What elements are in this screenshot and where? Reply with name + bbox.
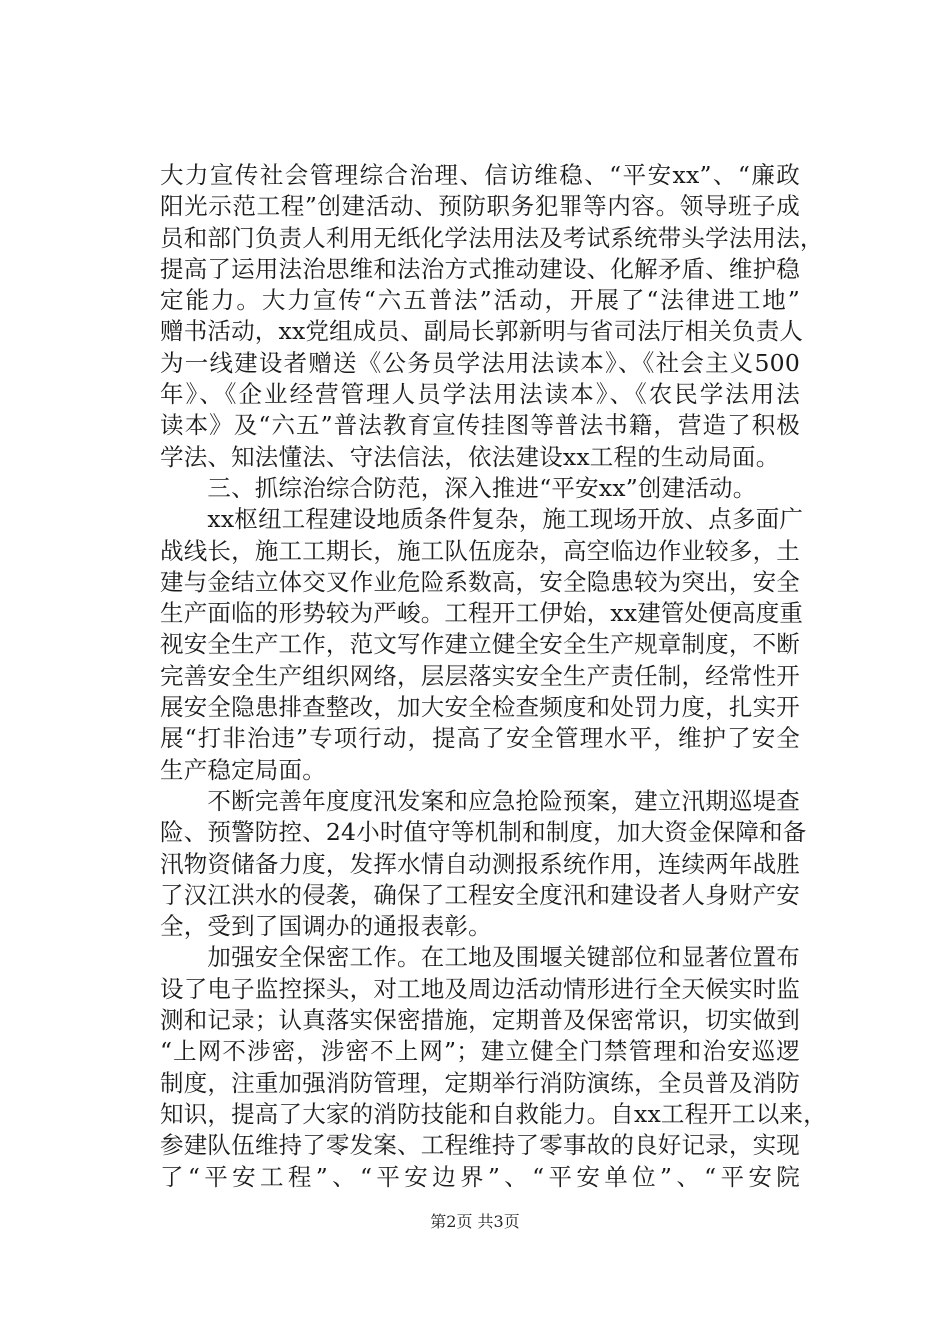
text-line: 生产稳定局面。 bbox=[160, 755, 326, 784]
text-line: 不断完善年度度汛发案和应急抢险预案，建立汛期巡堤查 bbox=[160, 786, 800, 815]
text-line: xx枢纽工程建设地质条件复杂，施工现场开放、点多面广 bbox=[160, 505, 804, 534]
text-line: 测和记录；认真落实保密措施，定期普及保密常识，切实做到 bbox=[160, 1006, 800, 1035]
text-line: 赠书活动，xx党组成员、副局长郭新明与省司法厅相关负责人 bbox=[160, 317, 804, 346]
text-line: 提高了运用法治思维和法治方式推动建设、化解矛盾、维护稳 bbox=[160, 254, 800, 283]
text-line: 制度，注重加强消防管理，定期举行消防演练，全员普及消防 bbox=[160, 1068, 800, 1097]
text-line: 阳光示范工程”创建活动、预防职务犯罪等内容。领导班子成 bbox=[160, 192, 800, 221]
text-line: 汛物资储备力度，发挥水情自动测报系统作用，连续两年战胜 bbox=[160, 849, 800, 878]
text-line: 加强安全保密工作。在工地及围堰关键部位和显著位置布 bbox=[160, 943, 800, 972]
text-line: 定能力。大力宣传“六五普法”活动，开展了“法律进工地” bbox=[160, 286, 800, 315]
text-line: 读本》及“六五”普法教育宣传挂图等普法书籍，营造了积极 bbox=[160, 411, 800, 440]
text-line: 完善安全生产组织网络，层层落实安全生产责任制，经常性开 bbox=[160, 661, 800, 690]
text-line: 全，受到了国调办的通报表彰。 bbox=[160, 912, 492, 941]
text-line: 学法、知法懂法、守法信法，依法建设xx工程的生动局面。 bbox=[160, 442, 780, 471]
text-line: “上网不涉密，涉密不上网”；建立健全门禁管理和治安巡逻 bbox=[160, 1037, 800, 1066]
text-line: 为一线建设者赠送《公务员学法用法读本》、《社会主义500 bbox=[160, 348, 800, 377]
text-line: 展安全隐患排查整改，加大安全检查频度和处罚力度，扎实开 bbox=[160, 693, 800, 722]
text-line: 展“打非治违”专项行动，提高了安全管理水平，维护了安全 bbox=[160, 724, 800, 753]
page-footer: 第2页 共3页 bbox=[430, 1212, 520, 1231]
text-line: 险、预警防控、24小时值守等机制和制度，加大资金保障和备 bbox=[160, 818, 807, 847]
text-line: 参建队伍维持了零发案、工程维持了零事故的良好记录，实现 bbox=[160, 1131, 800, 1160]
text-line: 员和部门负责人利用无纸化学法用法及考试系统带头学法用法， bbox=[160, 223, 824, 252]
text-line: 了“平安工程”、“平安边界”、“平安单位”、“平安院 bbox=[160, 1162, 800, 1191]
text-line: 大力宣传社会管理综合治理、信访维稳、“平安xx”、“廉政 bbox=[160, 161, 800, 189]
body-text bbox=[160, 160, 827, 1193]
text-line: 战线长，施工工期长，施工队伍庞杂，高空临边作业较多，土 bbox=[160, 536, 800, 565]
text-line: 了汉江洪水的侵袭，确保了工程安全度汛和建设者人身财产安 bbox=[160, 880, 800, 909]
text-line: 三、抓综治综合防范，深入推进“平安xx”创建活动。 bbox=[160, 473, 757, 502]
text-line: 设了电子监控探头，对工地及周边活动情形进行全天候实时监 bbox=[160, 974, 800, 1003]
text-line: 知识，提高了大家的消防技能和自救能力。自xx工程开工以来， bbox=[160, 1099, 827, 1128]
text-line: 生产面临的形势较为严峻。工程开工伊始，xx建管处便高度重 bbox=[160, 599, 804, 628]
text-line: 视安全生产工作，范文写作建立健全安全生产规章制度，不断 bbox=[160, 630, 800, 659]
text-line: 年》、《企业经营管理人员学法用法读本》、《农民学法用法 bbox=[160, 380, 800, 409]
text-line: 建与金结立体交叉作业危险系数高，安全隐患较为突出，安全 bbox=[160, 567, 800, 596]
